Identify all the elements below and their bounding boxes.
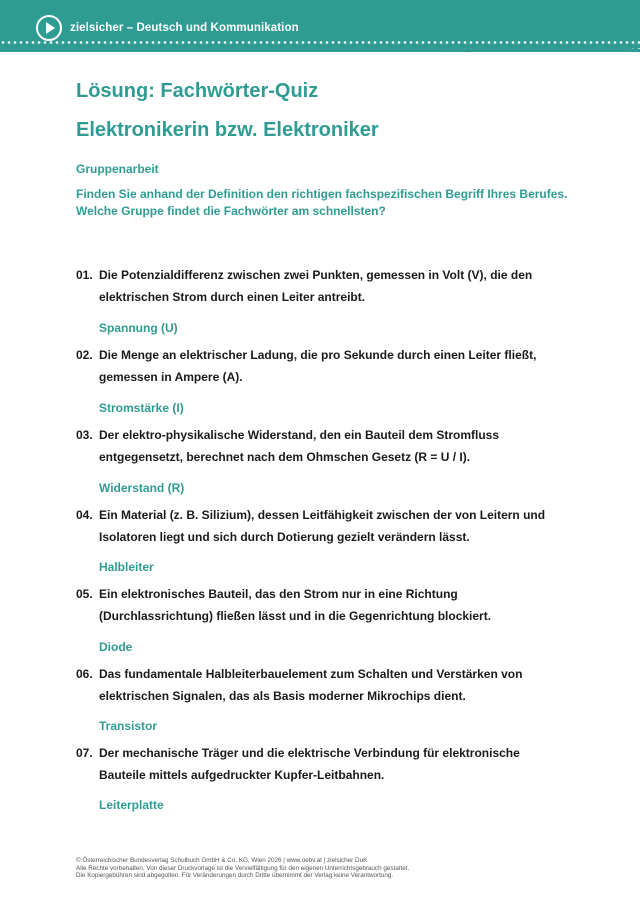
rights-line: Alle Rechte vorbehalten. Von dieser Druckvorlage ist die Vervielfältigung für den eigenen Unterrichtsgebrauch gestattet. — [76, 864, 410, 872]
question-number: 04. — [76, 508, 93, 522]
question-line: Ein Material (z. B. Silizium), dessen Leitfähigkeit zwischen der von Leitern und — [99, 508, 546, 522]
question-number: 03. — [76, 428, 93, 442]
question-text — [99, 663, 569, 707]
question-number: 01. — [76, 268, 93, 282]
question-line: Die Potenzialdifferenz zwischen zwei Punkten, gemessen in Volt (V), die den — [99, 268, 533, 282]
question-number: 06. — [76, 667, 93, 681]
question-number: 07. — [76, 746, 93, 760]
question-line: entgegensetzt, berechnet nach dem Ohmschen Gesetz (R = U / I). — [99, 450, 471, 464]
page-footer — [76, 857, 596, 880]
answer-text: Diode — [99, 640, 133, 654]
answer-text: Leiterplatte — [99, 798, 164, 812]
play-icon — [36, 15, 62, 41]
question-line: (Durchlassrichtung) fließen lässt und in die Gegenrichtung blockiert. — [99, 609, 492, 623]
page-title: Lösung: Fachwörter-Quiz — [76, 80, 319, 102]
group-label: Gruppenarbeit — [76, 162, 159, 176]
question-number: 02. — [76, 348, 93, 362]
fees-line: Die Kopiergebühren sind abgegolten. Für Veränderungen durch Dritte übernimmt der Verlag keine Verantwortung. — [76, 872, 394, 880]
brand — [36, 14, 299, 42]
answer-text: Halbleiter — [99, 560, 154, 574]
question-text — [99, 504, 569, 548]
header-wave — [0, 44, 640, 56]
question-line: Das fundamentale Halbleiterbauelement zum Schalten und Verstärken von — [99, 667, 523, 681]
question-line: Die Menge an elektrischer Ladung, die pro Sekunde durch einen Leiter fließt, — [99, 348, 537, 362]
question-line: Der elektro-physikalische Widerstand, den ein Bauteil dem Stromfluss — [99, 428, 500, 442]
brand-text: zielsicher – Deutsch und Kommunikation — [70, 22, 299, 34]
answer-text: Stromstärke (I) — [99, 401, 184, 415]
question-text — [99, 742, 569, 786]
instructions-line-2: Welche Gruppe findet die Fachwörter am schnellsten? — [76, 204, 386, 218]
question-number: 05. — [76, 587, 93, 601]
question-text — [99, 424, 569, 468]
question-line: elektrischen Strom durch einen Leiter antreibt. — [99, 290, 366, 304]
instructions-line-1: Finden Sie anhand der Definition den richtigen fachspezifischen Begriff Ihres Berufes. — [76, 187, 568, 201]
answer-text: Transistor — [99, 719, 158, 733]
question-line: Bauteile mittels aufgedruckter Kupfer-Leitbahnen. — [99, 768, 385, 782]
question-text — [99, 264, 569, 308]
answer-text: Widerstand (R) — [99, 481, 185, 495]
question-line: elektrischen Signalen, das als Basis moderner Mikrochips dient. — [99, 689, 466, 703]
question-text — [99, 583, 569, 627]
answer-text: Spannung (U) — [99, 321, 178, 335]
question-text — [99, 344, 569, 388]
copyright-line: © Österreichischer Bundesverlag Schulbuch GmbH & Co. KG, Wien 2026 | www.oebv.at | zielsicher DuK — [76, 857, 368, 864]
page-subtitle: Elektronikerin bzw. Elektroniker — [76, 119, 379, 141]
question-line: Der mechanische Träger und die elektrische Verbindung für elektronische — [99, 746, 520, 760]
instructions — [76, 186, 576, 220]
question-line: Ein elektronisches Bauteil, das den Strom nur in eine Richtung — [99, 587, 458, 601]
question-line: Isolatoren liegt und sich durch Dotierung gezielt verändern lässt. — [99, 530, 470, 544]
question-line: gemessen in Ampere (A). — [99, 370, 243, 384]
